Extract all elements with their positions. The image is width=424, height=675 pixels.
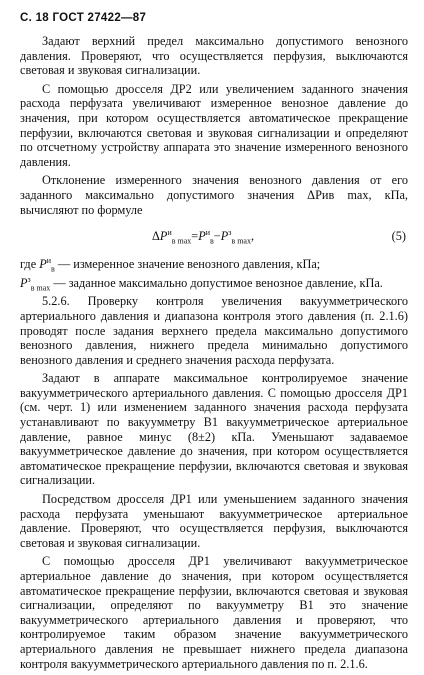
document-body [20, 34, 408, 675]
where-definition-2: — заданное максимально допустимое венозное давление, кПа. [53, 275, 383, 290]
paragraph-1: Задают верхний предел максимально допустимого венозного давления. Проверяют, что осуществляется перфузия, выключаются световая и звуковая сигнализации. [20, 34, 408, 78]
where-definition-1: — измеренное значение венозного давления, кПа; [57, 257, 321, 272]
paragraph-2: С помощью дросселя ДР2 или увеличением заданного значения расхода перфузата увеличивают измеренное венозное давление до значения, при котором осуществляется автоматическое прекращение перфузии, включаются световая и звуковая сигнализации и определяют по отсчетному устройству аппарата это значение измеренного венозного давления. [20, 81, 408, 169]
where-line-2: $P^з_{в max}$ — заданное максимально допустимое венозное давление, кПа. [20, 274, 383, 293]
paragraph-3: Отклонение измеренного значения венозного давления от его заданного максимально допустимого значения ΔPив max, кПа, вычисляют по формуле [20, 173, 408, 217]
page-header: С. 18 ГОСТ 27422—87 [20, 12, 147, 24]
where-line-1: где $P^и_в$ — измеренное значение венозного давления, кПа; [20, 256, 321, 274]
paragraph-5: Задают в аппарате максимальное контролируемое значение вакуумметрического артериального давления. С помощью дросселя ДР1 (см. черт. 1) или изменением заданного значения расхода перфузата устанавливают по вакуумметру В1 вакуумметрическое артериальное давление, равное минус (8±2) кПа. Уменьшают задаваемое вакуумметрическое давление до значения, при котором осуществляется автоматическое прекращение перфузии, включаются световая и звуковая сигнализации. [20, 371, 408, 488]
paragraph-4: 5.2.6. Проверку контроля увеличения вакуумметрического артериального давления и диапазона контроля этого давления (п. 2.1.6) проводят после задания верхнего предела максимально допустимого венозного давления, нижнего предела минимально допустимого венозного давления и среднего значения расхода перфузата. [20, 294, 408, 367]
formula-number: (5) [391, 229, 406, 244]
formula-expression: $\Delta P^и_{в max}=P^и_в-P^з_{в max}$, [152, 228, 255, 246]
paragraph-7: С помощью дросселя ДР1 увеличивают вакуумметрическое артериальное давление до значения, при котором осуществляется автоматическое прекращение перфузии, включаются световая и звуковая сигнализации, определяют по вакуумметру В1 это значение вакуумметрического артериального давления и проверяют, что контролируемое таким образом значение вакуумметрического артериального давления не превышает нижнего предела диапазона контроля вакуумметрического артериального давления по п. 2.1.6. [20, 554, 408, 671]
paragraph-6: Посредством дросселя ДР1 или уменьшением заданного значения расхода перфузата уменьшают вакуумметрическое артериальное давление. Проверяют, что осуществляется перфузия, выключаются световая и звуковая сигнализации. [20, 492, 408, 550]
formula-5 [20, 227, 408, 247]
